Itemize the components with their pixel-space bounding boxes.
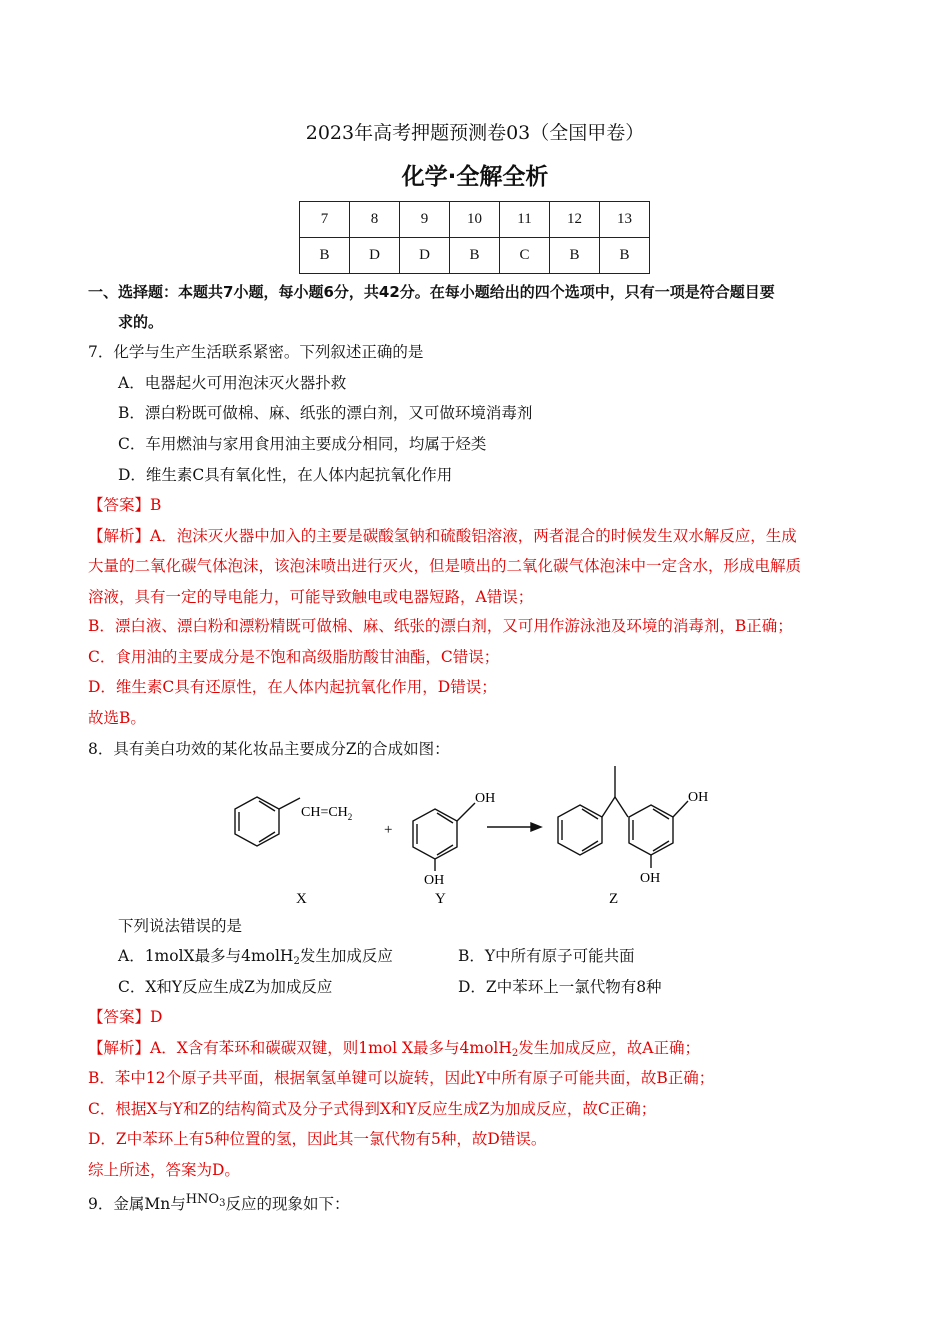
q8-analysis-line: B．苯中12个原子共平面，根据氧氢单键可以旋转，因此Y中所有原子可能共面，故B正确； [88, 1069, 715, 1087]
answer-table-answer: B [450, 238, 500, 274]
section-heading-line2: 求的。 [118, 313, 164, 331]
q7-analysis-line: 【解析】A．泡沫灭火器中加入的主要是碳酸氢钠和硫酸铝溶液，两者混合的时候发生双水解反应，生成 [88, 527, 797, 545]
answer-table-number: 11 [500, 202, 550, 238]
compound-z-structure [558, 766, 688, 868]
z-hydroxyl-bottom: OH [640, 871, 661, 886]
answer-table-answer: D [400, 238, 450, 274]
answer-table-number: 7 [300, 202, 350, 238]
answer-table-answer: C [500, 238, 550, 274]
q7-analysis-line: D．维生素C具有还原性，在人体内起抗氧化作用，D错误； [88, 678, 497, 696]
q7-option-a: A．电器起火可用泡沫灭火器扑救 [118, 374, 347, 392]
answer-table-number: 10 [450, 202, 500, 238]
q8-option-d: D．Z中苯环上一氯代物有8种 [458, 978, 662, 996]
vinyl-group-label: $CH=CH_2$ [301, 805, 353, 822]
q7-option-d: D．维生素C具有氧化性，在人体内起抗氧化作用 [118, 466, 453, 484]
q7-answer: 【答案】B [88, 496, 162, 514]
answer-table-answer: B [300, 238, 350, 274]
q8-prompt: 下列说法错误的是 [118, 917, 243, 935]
q8-analysis-line: 综上所述，答案为D。 [88, 1161, 240, 1179]
q8-option-a-text-end: 发生加成反应 [299, 947, 393, 965]
q8-analysis-line: C．根据X与Y和Z的结构简式及分子式得到X和Y反应生成Z为加成反应，故C正确； [88, 1100, 657, 1118]
q7-stem: 7．化学与生产生活联系紧密。下列叙述正确的是 [88, 343, 424, 361]
q9-stem [88, 1192, 349, 1215]
answer-table-answer: B [600, 238, 650, 274]
q7-analysis-line: 故选B。 [88, 709, 146, 727]
synthesis-scheme-diagram [225, 758, 725, 913]
answer-table-number: 8 [350, 202, 400, 238]
answer-table [299, 201, 650, 274]
q8-stem: 8．具有美白功效的某化妆品主要成分Z的合成如图： [88, 740, 450, 758]
q7-analysis-line: 大量的二氧化碳气体泡沫，该泡沫喷出进行灭火，但是喷出的二氧化碳气体泡沫中一定含水，形成电解质 [88, 557, 802, 575]
answer-table-answer: D [350, 238, 400, 274]
answer-table-number: 13 [600, 202, 650, 238]
q9-formula-subscript: 3 [219, 1198, 226, 1209]
q7-analysis-line: B．漂白液、漂白粉和漂粉精既可做棉、麻、纸张的漂白剂，又可用作游泳池及环境的消毒剂，B正确； [88, 617, 793, 635]
answer-table-number: 9 [400, 202, 450, 238]
q8-analysis-line: D．Z中苯环上有5种位置的氢，因此其一氯代物有5种，故D错误。 [88, 1130, 547, 1148]
q8-option-a-subscript: 2 [293, 956, 300, 967]
y-hydroxyl-top: OH [475, 791, 496, 806]
q8-answer: 【答案】D [88, 1008, 163, 1026]
compound-x-structure [235, 797, 300, 846]
page-subtitle: 化学·全解全析 [401, 164, 549, 190]
q8-option-b: B．Y中所有原子可能共面 [458, 947, 635, 965]
y-hydroxyl-bottom: OH [424, 873, 445, 888]
reaction-arrow [487, 823, 541, 831]
answer-table-answers-row [300, 238, 650, 274]
q7-analysis-line: 溶液，具有一定的导电能力，可能导致触电或电器短路，A错误； [88, 588, 534, 606]
q9-formula [186, 1192, 226, 1207]
q7-analysis-line: C．食用油的主要成分是不饱和高级脂肪酸甘油酯，C错误； [88, 648, 500, 666]
plus-sign: + [384, 822, 393, 838]
q8-analysis-line [88, 1036, 700, 1059]
q7-option-b: B．漂白粉既可做棉、麻、纸张的漂白剂，又可做环境消毒剂 [118, 404, 533, 422]
q8-analysis-subscript: 2 [511, 1048, 519, 1059]
q8-option-c: C．X和Y反应生成Z为加成反应 [118, 978, 333, 996]
section-heading-line1: 一、选择题：本题共7小题，每小题6分，共42分。在每小题给出的四个选项中，只有一项是符合题目要 [88, 283, 775, 301]
q8-option-a [118, 944, 393, 967]
answer-table-number: 12 [550, 202, 600, 238]
compound-y-structure [413, 803, 475, 871]
compound-z-label: Z [609, 891, 619, 907]
compound-x-label: X [296, 891, 307, 907]
answer-table-answer: B [550, 238, 600, 274]
answer-table-numbers-row [300, 202, 650, 238]
compound-y-label: Y [435, 891, 446, 907]
q9-stem-text: 9．金属Mn与 [88, 1195, 186, 1213]
page-title: 2023年高考押题预测卷03（全国甲卷） [305, 122, 645, 144]
q8-analysis-text-end: 发生加成反应，故A正确； [518, 1039, 700, 1057]
q9-formula-text: HNO [185, 1192, 220, 1207]
q8-analysis-text: 【解析】A．X含有苯环和碳碳双键，则1mol X最多与4molH [88, 1039, 512, 1057]
q7-option-c: C．车用燃油与家用食用油主要成分相同，均属于烃类 [118, 435, 487, 453]
q9-stem-text-end: 反应的现象如下： [225, 1195, 350, 1213]
q8-option-a-text: A．1molX最多与4molH [118, 947, 294, 965]
z-hydroxyl-top: OH [688, 790, 709, 805]
